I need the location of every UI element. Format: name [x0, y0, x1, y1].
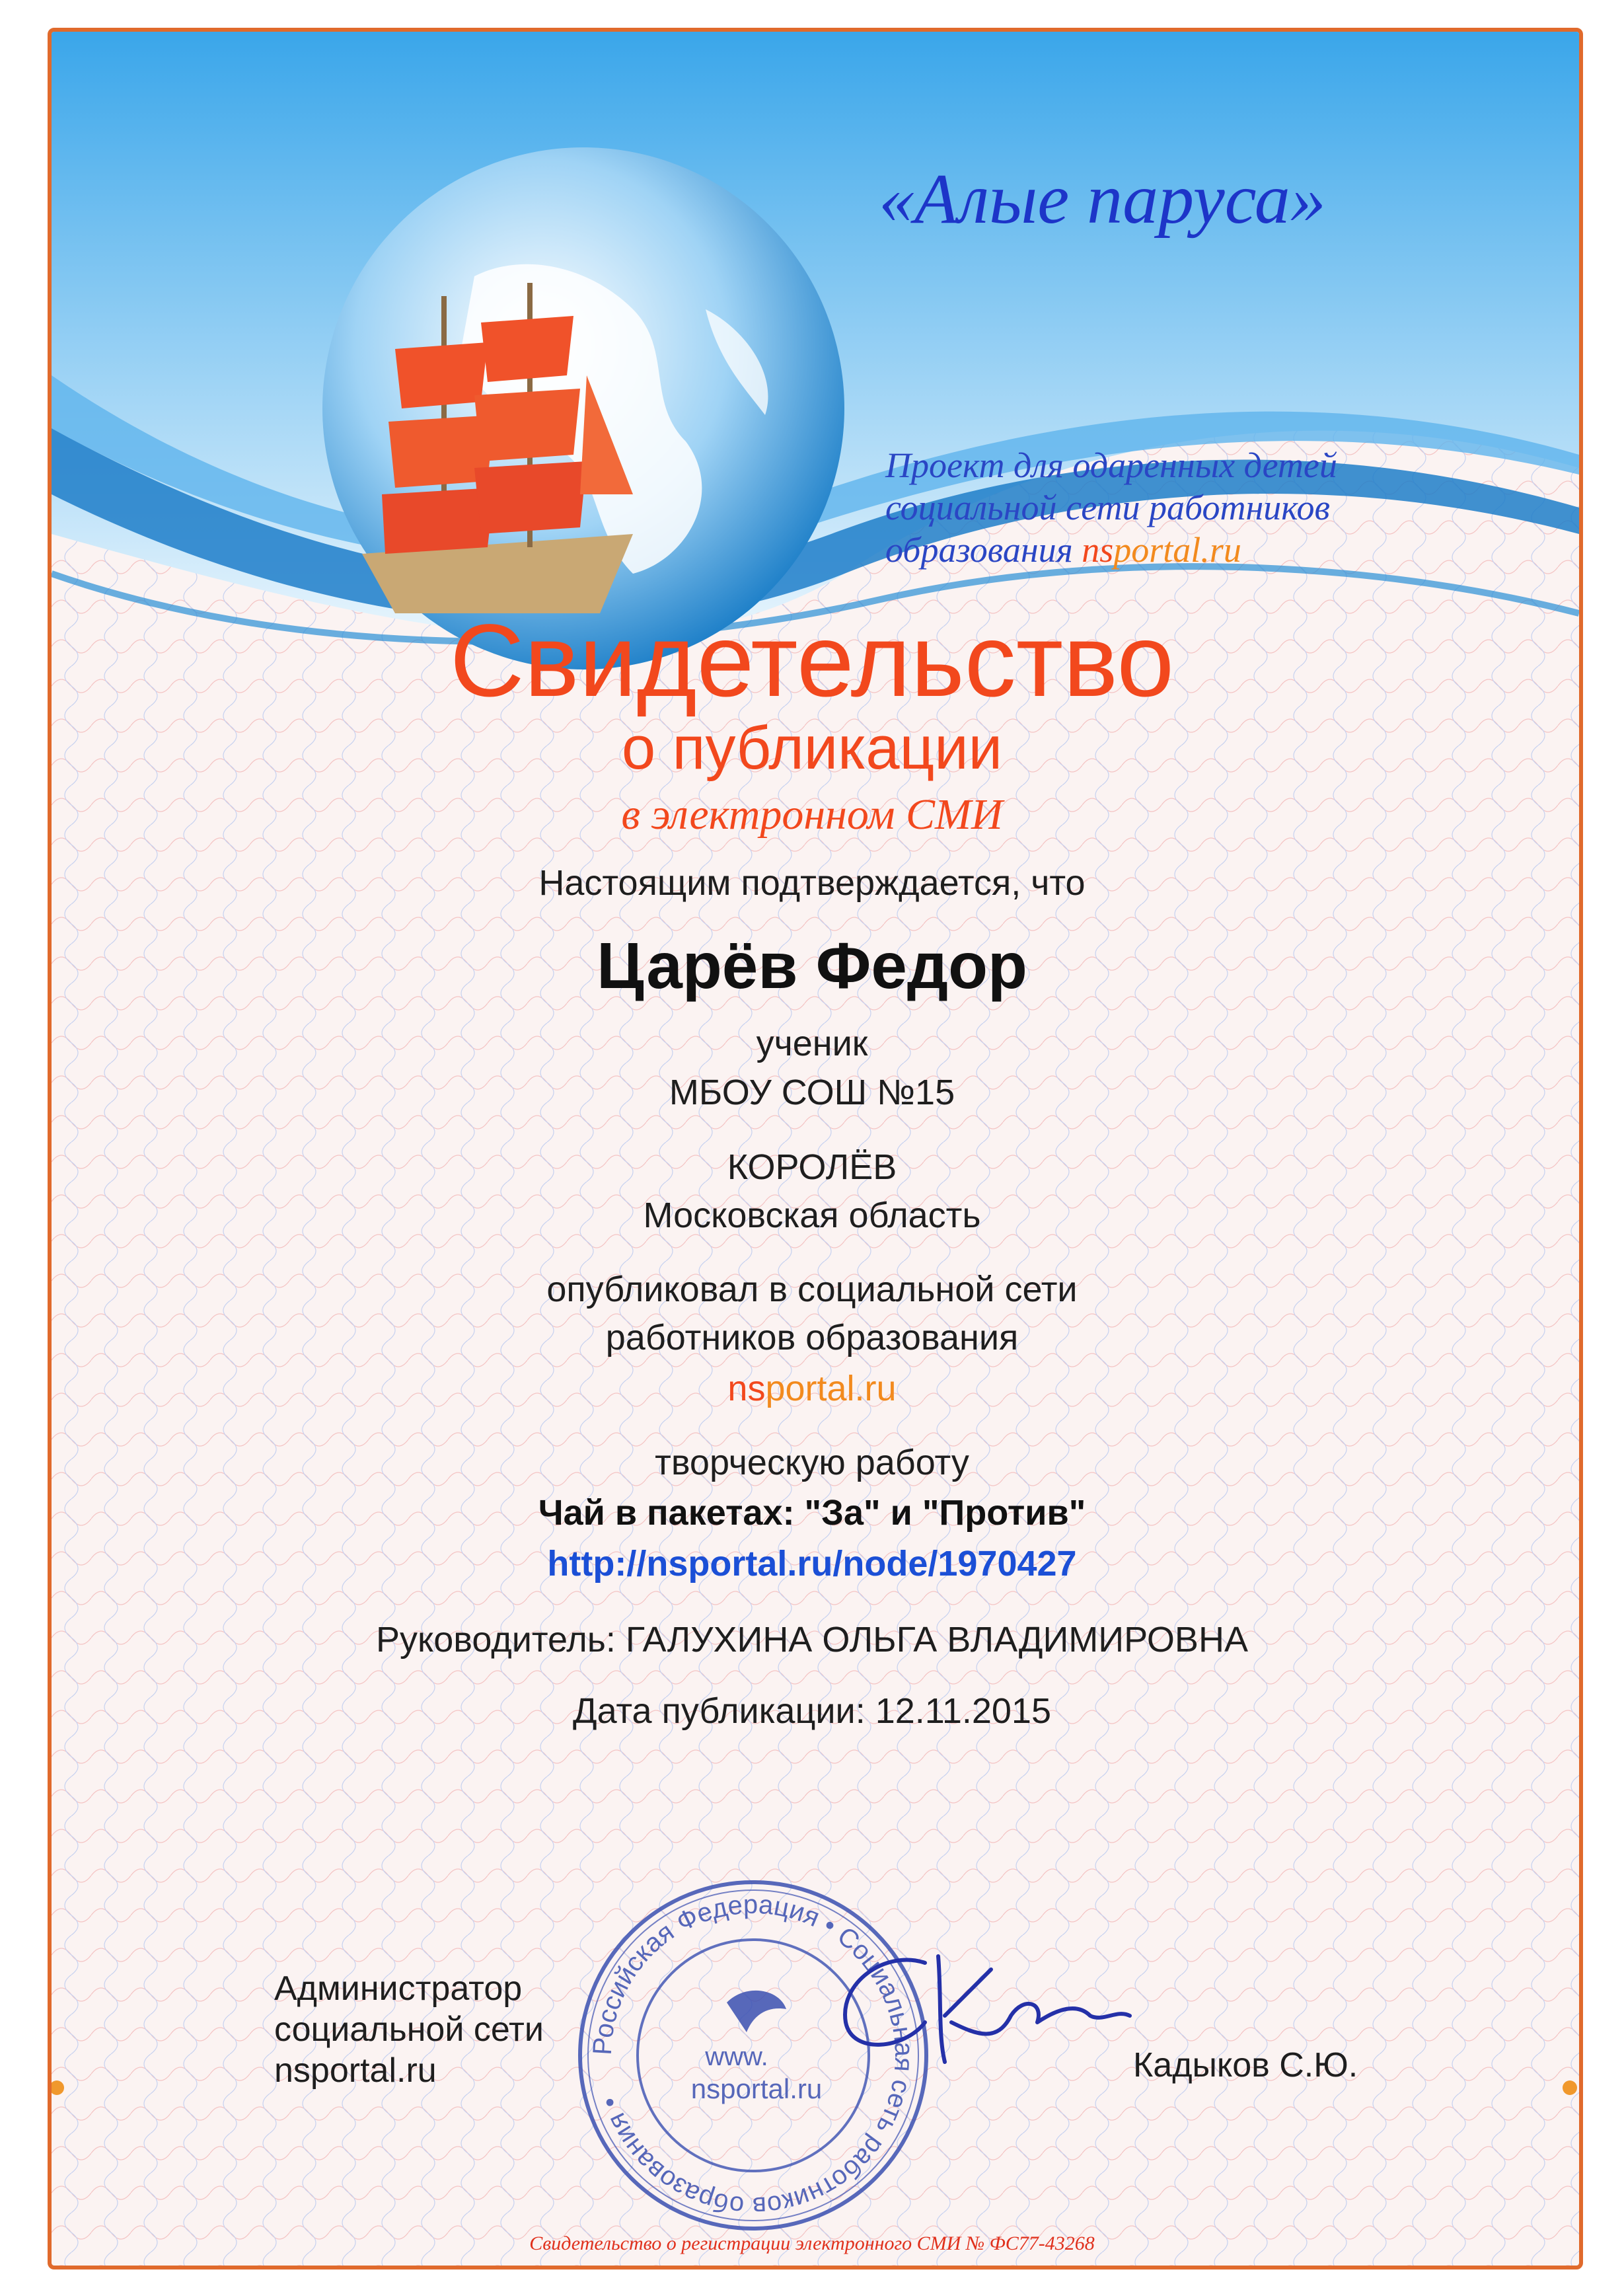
- admin-line-2: социальной сети: [274, 2010, 544, 2049]
- certificate-subtitle: о публикации: [621, 714, 1003, 782]
- published-line-2: работников образования: [605, 1318, 1019, 1357]
- signature: [826, 1943, 1136, 2088]
- stamp-center-line-1: www.: [705, 2042, 768, 2071]
- registration-text: Свидетельство о регистрации электронного СМИ № ФС77-43268: [529, 2232, 1095, 2254]
- project-line-2: социальной сети работников: [885, 488, 1330, 527]
- published-line-1: опубликовал в социальной сети: [546, 1270, 1078, 1309]
- work-type: творческую работу: [655, 1443, 969, 1482]
- region: Московская область: [643, 1196, 981, 1235]
- bird-icon: [727, 1991, 786, 2032]
- publication-date: Дата публикации: 12.11.2015: [573, 1691, 1051, 1731]
- city: КОРОЛЁВ: [727, 1147, 897, 1187]
- role: ученик: [756, 1024, 868, 1063]
- certificate-subtitle-2: в электронном СМИ: [621, 790, 1003, 839]
- stamp-center-line-2: nsportal.ru: [690, 2073, 823, 2104]
- work-title: Чай в пакетах: "За" и "Против": [538, 1493, 1086, 1533]
- site-rest: portal.ru: [765, 1369, 897, 1408]
- confirm-text: Настоящим подтверждается, что: [538, 863, 1086, 903]
- brand-ns: ns: [1082, 530, 1114, 570]
- admin-block: [274, 1968, 544, 2091]
- project-line-1: Проект для одаренных детей: [885, 445, 1337, 485]
- site-ns: ns: [727, 1369, 766, 1408]
- certificate-title: Свидетельство: [449, 603, 1175, 718]
- project-line-3: образования nsportal.ru: [885, 530, 1241, 570]
- work-url-link[interactable]: http://nsportal.ru/node/1970427: [547, 1544, 1077, 1583]
- admin-line-3: nsportal.ru: [274, 2051, 437, 2090]
- brand-rest: portal.ru: [1113, 530, 1241, 570]
- project-description: [885, 444, 1337, 571]
- corner-dot: [50, 2080, 64, 2095]
- corner-dot: [1563, 2080, 1577, 2095]
- header-artwork: [52, 32, 1579, 679]
- stamp-ring-text: Российская Федерация • Социальная сеть работников образования •: [587, 1889, 919, 2221]
- person-name: Царёв Федор: [597, 929, 1027, 1002]
- project-title: «Алые паруса»: [879, 160, 1326, 239]
- signer-name: Кадыков С.Ю.: [1133, 2046, 1358, 2084]
- school: МБОУ СОШ №15: [669, 1073, 955, 1112]
- admin-line-1: Администратор: [274, 1969, 523, 2008]
- site-name: [0, 1368, 1624, 1409]
- supervisor: Руководитель: ГАЛУХИНА ОЛЬГА ВЛАДИМИРОВНА: [376, 1620, 1248, 1659]
